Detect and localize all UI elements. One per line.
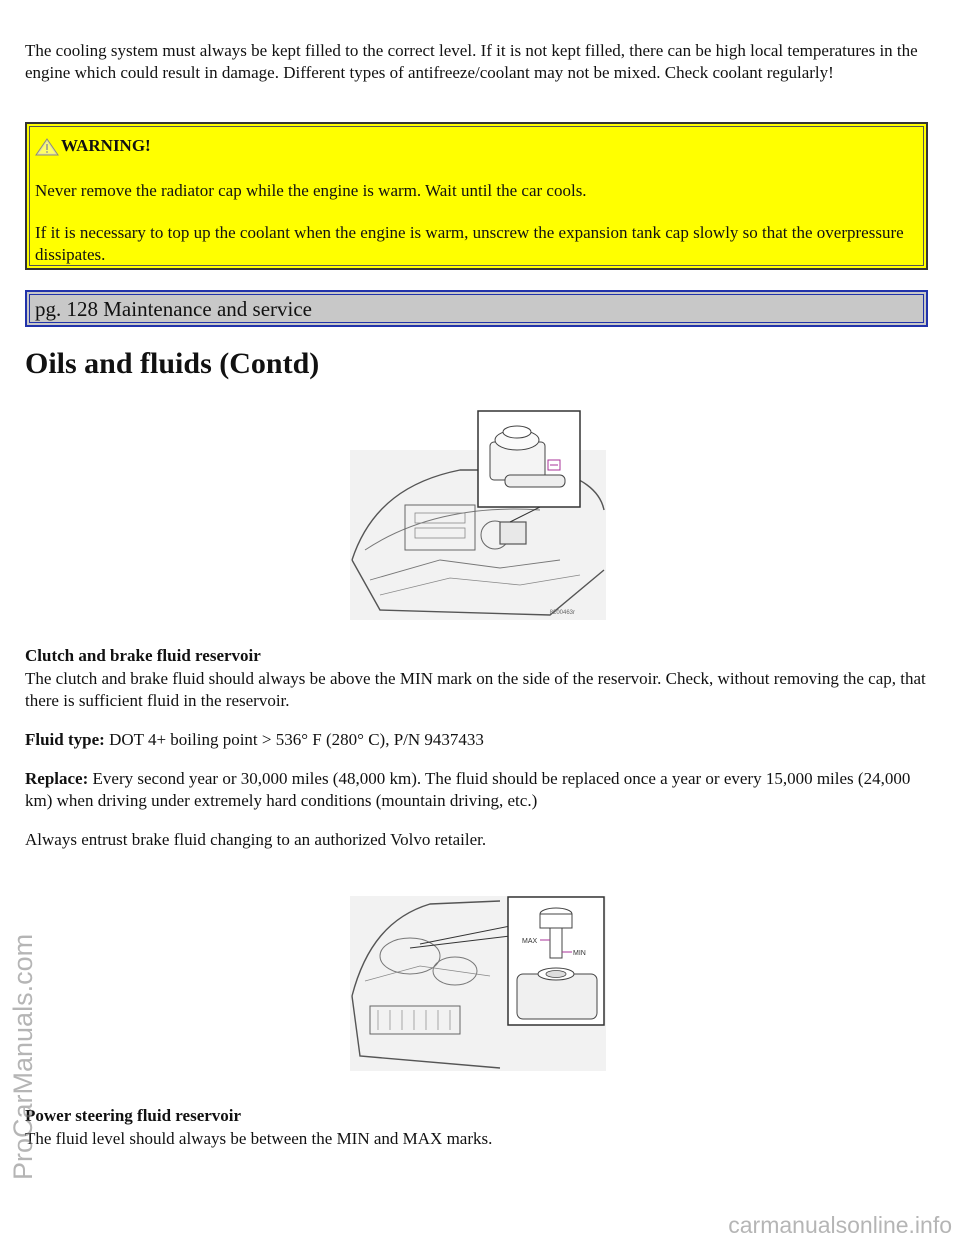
max-label: MAX [522,938,538,945]
replace-label: Replace: [25,769,89,788]
fluid-type-value: DOT 4+ boiling point > 536° F (280° C), P/N 9437433 [104,730,484,749]
clutch-section-title: Clutch and brake fluid reservoir [25,646,261,665]
watermark-text: ProCarManuals.com [8,933,38,1180]
warning-box [25,122,928,270]
intro-paragraph: The cooling system must always be kept filled to the correct level. If it is not kept filled, there can be high local temperatures in the engine which could result in damage. Different types of antifreeze/coolant may not be mixed. Check coolant regularly! [25,41,918,82]
replace-value: Every second year or 30,000 miles (48,000 km). The fluid should be replaced once a year or every 15,000 miles (24,000 km) when driving under extremely hard conditions (mountain driving, etc.) [25,769,911,810]
power-steering-body: The fluid level should always be between the MIN and MAX marks. [25,1129,493,1148]
section-heading: Oils and fluids (Contd) [25,347,320,380]
warning-paragraph-2: If it is necessary to top up the coolant when the engine is warm, unscrew the expansion tank cap slowly so that the overpressure dissipates. [35,223,904,264]
page-banner-text: pg. 128 Maintenance and service [35,297,312,321]
page-banner [25,290,928,327]
min-label: MIN [573,950,586,957]
power-steering-reservoir-illustration [350,896,606,1071]
warning-triangle-icon [35,138,59,156]
footer-url: carmanualsonline.info [728,1212,952,1238]
fluid-type-paragraph [25,729,930,751]
retailer-paragraph: Always entrust brake fluid changing to an authorized Volvo retailer. [25,830,487,849]
power-steering-section-title: Power steering fluid reservoir [25,1106,242,1125]
warning-title-text: WARNING! [61,136,151,155]
warning-title [35,136,151,156]
clutch-body: The clutch and brake fluid should always be above the MIN mark on the side of the reservoir. Check, without removing the cap, that there is sufficient fluid in the reservoir. [25,669,926,710]
figure-1-code: 8200463r [549,610,575,616]
replace-paragraph [25,768,930,812]
warning-paragraph-1: Never remove the radiator cap while the engine is warm. Wait until the car cools. [35,181,587,200]
clutch-brake-reservoir-illustration [350,410,606,620]
fluid-type-label: Fluid type: [25,730,105,749]
